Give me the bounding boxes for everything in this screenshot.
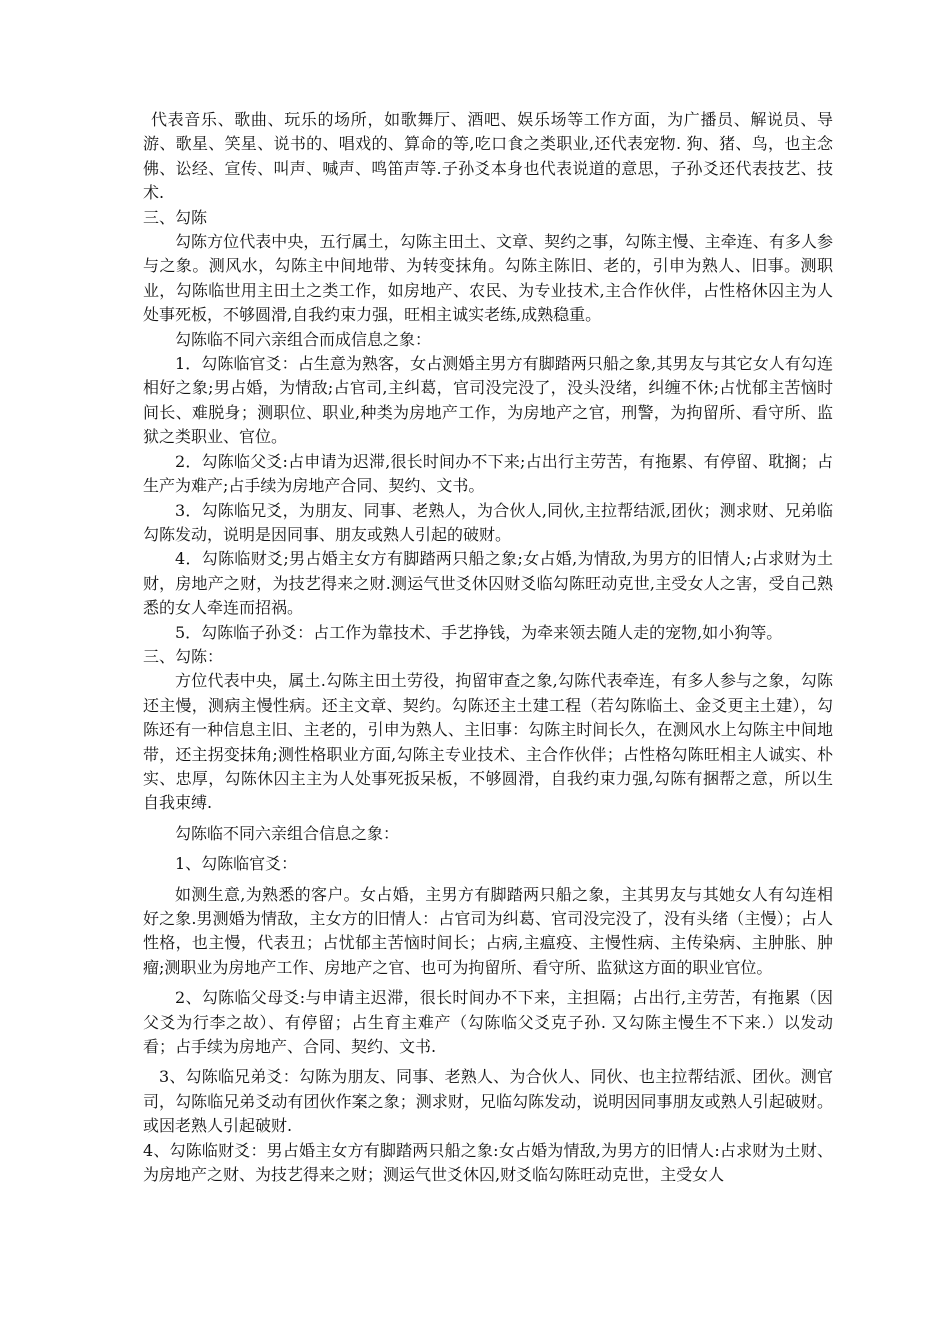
paragraph-gouchen-detail: 方位代表中央，属土.勾陈主田土劳役，拘留审查之象,勾陈代表牵连，有多人参与之象，勾陈还主慢，测病主慢性病。还主文章、契约。勾陈还主土建工程（若勾陈临土、金爻更主土建），勾陈还有一种信息主旧、主老的，引申为熟人、主旧事：勾陈主时间长久，在测风水上勾陈主中间地带，还主拐变抹角;测性格职业方面,勾陈主专业技术、主合作伙伴；占性格勾陈旺相主人诚实、朴实、忠厚，勾陈休囚主主为人处事死扳呆板，不够圆滑，自我约束力强,勾陈有捆帮之意，所以生自我束缚. — [143, 671, 833, 813]
paragraph-combination-intro-2: 勾陈临不同六亲组合信息之象： — [175, 823, 400, 843]
paragraph-gouchen-sibling-2: 3、勾陈临兄弟爻：勾陈为朋友、同事、老熟人、为合伙人、同伙、也主拉帮结派、团伙。测官司，勾陈临兄弟爻动有团伙作案之象；测求财，兄临勾陈发动，说明因同事朋友或熟人引起破财。或因老熟人引起破财. — [143, 1067, 833, 1136]
paragraph-gouchen-parent-2: 2、勾陈临父母爻:与申请主迟滞，很长时间办不下来，主担隔；占出行,主劳苦，有拖累（因父爻为行李之故）、有停留；占生育主难产（勾陈临父爻克子孙. 又勾陈主慢生不下来.）以发动看；占手续为房地产、合同、契约、文书. — [143, 988, 833, 1057]
paragraph-gouchen-overview: 勾陈方位代表中央，五行属土，勾陈主田土、文章、契约之事，勾陈主慢、主牵连、有多人参与之象。测风水，勾陈主中间地带、为转变抹角。勾陈主陈旧、老的，引申为熟人、旧事。测职业，勾陈临世用主田土之类工作，如房地产、农民、为专业技术,主合作伙伴，占性格休囚主为人处事死板，不够圆滑,自我约束力强，旺相主诚实老练,成熟稳重。 — [143, 232, 833, 325]
paragraph-gouchen-official-2: 如测生意,为熟悉的客户。女占婚，主男方有脚踏两只船之象，主其男友与其她女人有勾连相好之象.男测婚为情敌，主女方的旧情人：占官司为纠葛、官司没完没了，没有头绪（主慢）；占人性格，也主慢，代表丑；占忧郁主苦恼时间长；占病,主瘟疫、主慢性病、主传染病、主肿胀、肿瘤;测职业为房地产工作、房地产之官、也可为拘留所、看守所、监狱这方面的职业官位。 — [143, 884, 833, 977]
paragraph-combination-intro: 勾陈临不同六亲组合而成信息之象： — [175, 329, 432, 349]
paragraph-gouchen-offspring: 5．勾陈临子孙爻：占工作为靠技术、手艺挣钱，为牵来领去随人走的宠物,如小狗等。 — [175, 622, 783, 642]
section-heading-gouchen: 三、勾陈 — [143, 207, 208, 227]
document-body — [143, 108, 833, 1187]
subheading-gouchen-official: 1、勾陈临官爻： — [175, 854, 298, 874]
paragraph-gouchen-sibling: 3．勾陈临兄爻，为朋友、同事、老熟人，为合伙人,同伙,主拉帮结派,团伙；测求财、兄弟临勾陈发动，说明是因同事、朋友或熟人引起的破财。 — [143, 500, 833, 544]
paragraph-offspring-meaning: 代表音乐、歌曲、玩乐的场所，如歌舞厅、酒吧、娱乐场等工作方面，为广播员、解说员、导游、歌星、笑星、说书的、唱戏的、算命的等,吃口食之类职业,还代表宠物. 狗、猪、鸟，也主念佛、讼经、宣传、叫声、喊声、鸣笛声等.子孙爻本身也代表说道的意思，子孙爻还代表技艺、技术. — [143, 110, 833, 203]
paragraph-gouchen-wealth: 4．勾陈临财爻;男占婚主女方有脚踏两只船之象;女占婚,为情敌,为男方的旧情人;占求财为土财，房地产之财，为技艺得来之财.测运气世爻休囚财爻临勾陈旺动克世,主受女人之害，受自己熟悉的女人牵连而招祸。 — [143, 549, 833, 618]
paragraph-gouchen-official: 1．勾陈临官爻：占生意为熟客，女占测婚主男方有脚踏两只船之象,其男友与其它女人有勾连相好之象;男占婚，为情敌;占官司,主纠葛，官司没完没了，没头没绪，纠缠不休;占忧郁主苦恼时间长、难脱身；测职位、职业,种类为房地产工作，为房地产之官，刑警，为拘留所、看守所、监狱之类职业、官位。 — [143, 354, 833, 447]
section-heading-gouchen-2: 三、勾陈： — [143, 646, 224, 666]
paragraph-gouchen-parent: 2．勾陈临父爻:占申请为迟滞,很长时间办不下来;占出行主劳苦，有拖累、有停留、耽搁；占生产为难产;占手续为房地产合同、契约、文书。 — [143, 451, 833, 496]
paragraph-gouchen-wealth-2: 4、勾陈临财爻：男占婚主女方有脚踏两只船之象:女占婚为情敌,为男方的旧情人:占求财为土财、为房地产之财、为技艺得来之财；测运气世爻休囚,财爻临勾陈旺动克世，主受女人 — [143, 1140, 833, 1185]
